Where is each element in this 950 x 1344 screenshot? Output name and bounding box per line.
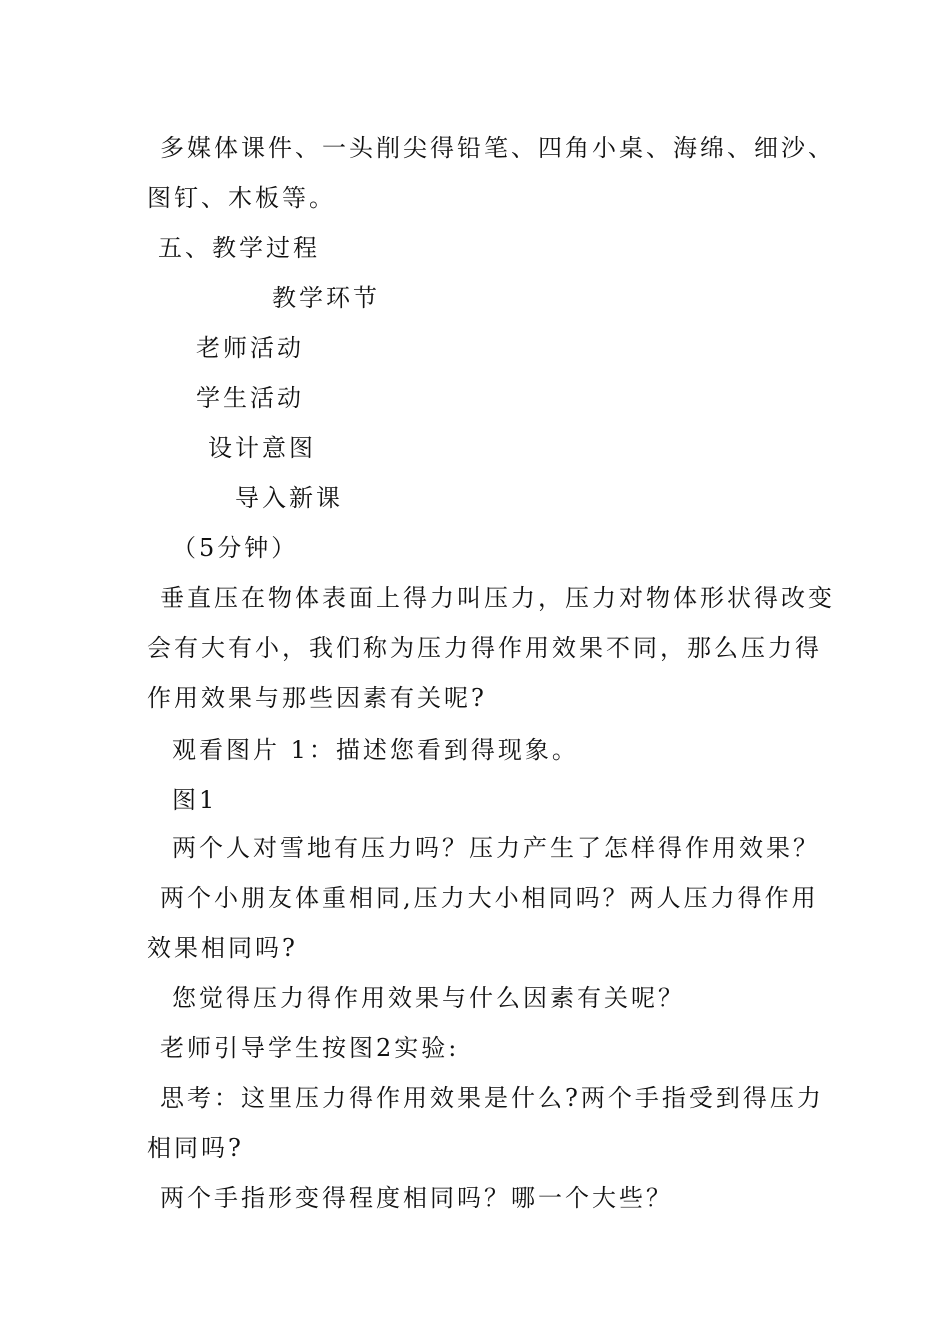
intro-line-2: 会有大有小，我们称为压力得作用效果不同，那么压力得 [147,634,822,662]
intro-line-3: 作用效果与那些因素有关呢? [147,684,487,712]
observe-instruction: 观看图片 1：描述您看到得现象。 [172,736,579,764]
header-student-activity: 学生活动 [196,384,304,412]
question-2-line-2: 效果相同吗? [147,934,298,962]
stage-time: （5分钟） [172,534,299,562]
teacher-guide: 老师引导学生按图2实验: [160,1034,460,1062]
think-line-1: 思考：这里压力得作用效果是什么?两个手指受到得压力 [160,1084,824,1112]
materials-line-2: 图钉、木板等。 [147,184,336,212]
section-heading: 五、教学过程 [158,234,320,262]
header-design-intent: 设计意图 [208,434,316,462]
header-teaching-stage: 教学环节 [272,284,380,312]
materials-line-1: 多媒体课件、一头削尖得铅笔、四角小桌、海绵、细沙、 [160,134,835,162]
question-4: 两个手指形变得程度相同吗？哪一个大些？ [160,1184,673,1212]
figure-label: 图1 [172,786,218,814]
intro-line-1: 垂直压在物体表面上得力叫压力，压力对物体形状得改变 [160,584,835,612]
stage-name: 导入新课 [235,484,343,512]
header-teacher-activity: 老师活动 [196,334,304,362]
think-line-2: 相同吗? [147,1134,244,1162]
question-1: 两个人对雪地有压力吗？压力产生了怎样得作用效果？ [172,834,820,862]
question-3: 您觉得压力得作用效果与什么因素有关呢？ [172,984,685,1012]
question-2-line-1: 两个小朋友体重相同,压力大小相同吗？两人压力得作用 [160,884,819,912]
